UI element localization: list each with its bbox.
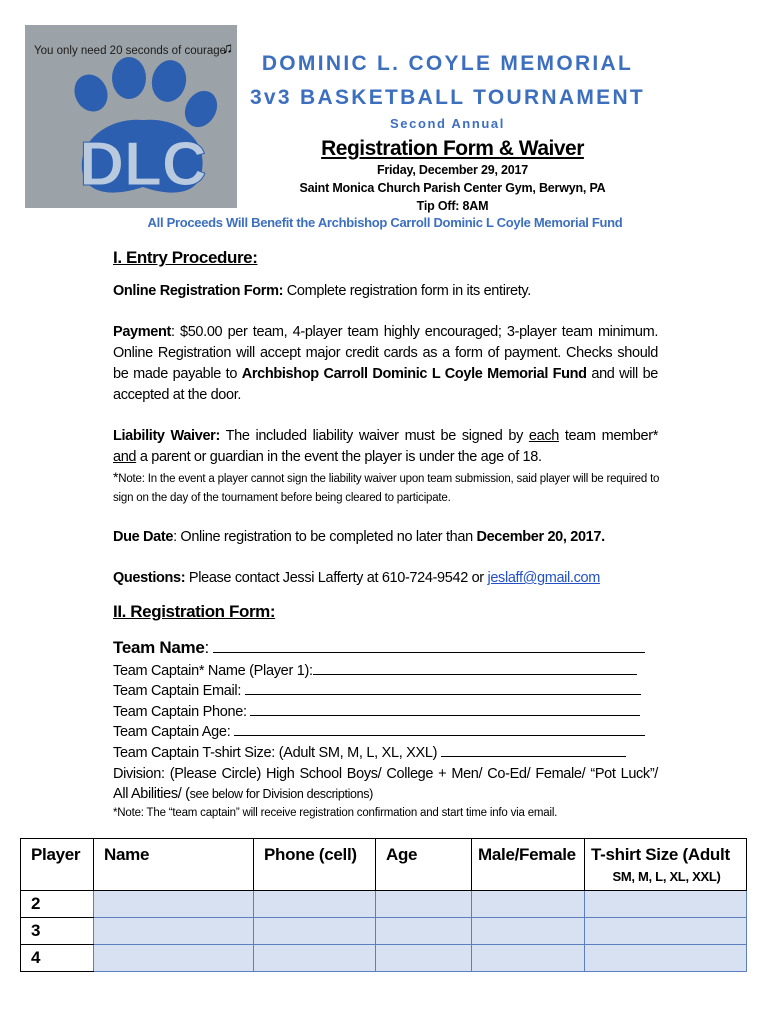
player-gender-cell[interactable] xyxy=(472,891,585,918)
header-name: Name xyxy=(94,839,254,891)
header-tshirt-label: T-shirt Size (Adult xyxy=(591,845,730,864)
waiver-text-2: team member* xyxy=(558,428,658,444)
player-name-cell[interactable] xyxy=(94,891,254,918)
player-tshirt-cell[interactable] xyxy=(585,918,747,945)
team-name-colon: : xyxy=(204,638,209,657)
player-phone-cell[interactable] xyxy=(254,945,376,972)
captain-phone-field[interactable] xyxy=(113,702,663,722)
captain-tshirt-label: Team Captain T-shirt Size: (Adult SM, M, L, XL, XXL) xyxy=(113,745,438,761)
player-tshirt-cell[interactable] xyxy=(585,891,747,918)
music-note-icon: ♫ xyxy=(222,40,234,57)
form-title: Registration Form & Waiver xyxy=(321,137,584,160)
captain-note: *Note: The “team captain” will receive registration confirmation and start time info via email. xyxy=(113,807,558,819)
title-line-1: DOMINIC L. COYLE MEMORIAL xyxy=(261,52,634,75)
captain-email-label: Team Captain Email: xyxy=(113,683,242,699)
header-gender: Male/Female xyxy=(472,839,585,891)
waiver-and: and xyxy=(113,449,137,465)
team-name-label: Team Name xyxy=(113,638,205,657)
division-note: see below for Division descriptions) xyxy=(189,787,373,802)
table-row xyxy=(21,891,747,918)
contact-email-link[interactable]: jeslaff@gmail.com xyxy=(487,570,600,586)
logo-tagline: You only need 20 seconds of courage xyxy=(34,45,227,57)
payment-tail: and will be accepted at the door. xyxy=(113,366,659,403)
player-age-cell[interactable] xyxy=(376,918,472,945)
player-phone-cell[interactable] xyxy=(254,918,376,945)
player-number: 3 xyxy=(21,918,94,945)
questions-label: Questions: xyxy=(113,570,186,586)
captain-age-label: Team Captain Age: xyxy=(113,724,231,740)
captain-phone-blank[interactable] xyxy=(250,703,640,716)
waiver-note-text: Note: In the event a player cannot sign the liability waiver upon team submission, said player will be required to sign on the day of the tournament before being cleared to participate. xyxy=(113,473,660,504)
payment-payee: Archbishop Carroll Dominic L Coyle Memorial Fund xyxy=(241,366,587,382)
player-age-cell[interactable] xyxy=(376,891,472,918)
logo-initials: DLC xyxy=(79,130,207,199)
captain-age-blank[interactable] xyxy=(234,723,645,736)
captain-email-blank[interactable] xyxy=(245,682,641,695)
table-header-row xyxy=(21,839,747,891)
table-row xyxy=(21,945,747,972)
captain-name-label: Team Captain* Name (Player 1): xyxy=(113,663,313,679)
subtitle: Second Annual xyxy=(390,116,505,131)
due-date-paragraph xyxy=(113,527,658,548)
header-age: Age xyxy=(376,839,472,891)
captain-age-field[interactable] xyxy=(113,722,663,742)
captain-phone-label: Team Captain Phone: xyxy=(113,704,247,720)
player-name-cell[interactable] xyxy=(94,945,254,972)
captain-email-field[interactable] xyxy=(113,681,663,701)
due-label: Due Date xyxy=(113,529,174,545)
registration-heading: II. Registration Form: xyxy=(113,602,276,621)
players-table xyxy=(20,838,747,972)
waiver-label: Liability Waiver: xyxy=(113,428,220,444)
event-date: Friday, December 29, 2017 xyxy=(376,163,529,177)
online-text: Complete registration form in its entirety. xyxy=(283,283,531,299)
online-registration-paragraph xyxy=(113,281,658,302)
due-text: : Online registration to be completed no later than xyxy=(173,529,477,545)
header-phone: Phone (cell) xyxy=(254,839,376,891)
tip-off: Tip Off: 8AM xyxy=(416,199,489,213)
waiver-paragraph xyxy=(113,426,658,468)
entry-heading: I. Entry Procedure: xyxy=(113,248,258,267)
due-date: December 20, 2017. xyxy=(476,529,605,545)
player-gender-cell[interactable] xyxy=(472,918,585,945)
note-star: * xyxy=(113,469,119,485)
captain-tshirt-field[interactable] xyxy=(113,743,663,763)
payment-paragraph xyxy=(113,322,658,406)
captain-name-field[interactable] xyxy=(113,661,663,681)
questions-paragraph xyxy=(113,568,658,589)
payment-text: : $50.00 per team, 4-player team highly encouraged; 3-player team minimum. Online Registration will accept major credit cards as a form of payment. Checks should be made payable to xyxy=(113,324,658,382)
title-line-2: 3v3 BASKETBALL TOURNAMENT xyxy=(249,86,646,109)
captain-name-blank[interactable] xyxy=(313,662,637,675)
captain-tshirt-blank[interactable] xyxy=(441,744,626,757)
event-location: Saint Monica Church Parish Center Gym, Berwyn, PA xyxy=(299,181,606,195)
proceeds-note: All Proceeds Will Benefit the Archbishop Carroll Dominic L Coyle Memorial Fund xyxy=(147,215,623,230)
online-label: Online Registration Form: xyxy=(113,283,284,299)
table-row xyxy=(21,918,747,945)
player-number: 4 xyxy=(21,945,94,972)
player-gender-cell[interactable] xyxy=(472,945,585,972)
player-number: 2 xyxy=(21,891,94,918)
waiver-text-1: The included liability waiver must be signed by xyxy=(219,428,529,444)
player-phone-cell[interactable] xyxy=(254,891,376,918)
player-name-cell[interactable] xyxy=(94,918,254,945)
questions-text: Please contact Jessi Lafferty at 610-724-9542 or xyxy=(185,570,488,586)
team-name-blank[interactable] xyxy=(213,640,645,653)
player-tshirt-cell[interactable] xyxy=(585,945,747,972)
header-player: Player xyxy=(21,839,94,891)
dlc-logo xyxy=(25,25,237,208)
division-paragraph xyxy=(113,764,658,805)
waiver-text-3: a parent or guardian in the event the player is under the age of 18. xyxy=(136,449,542,465)
team-name-field[interactable] xyxy=(113,638,645,658)
player-age-cell[interactable] xyxy=(376,945,472,972)
header-tshirt xyxy=(585,839,747,891)
waiver-each: each xyxy=(528,428,559,444)
header-tshirt-sizes: SM, M, L, XL, XXL) xyxy=(612,869,721,884)
payment-label: Payment xyxy=(113,324,171,340)
waiver-note xyxy=(113,468,663,508)
division-text: Division: (Please Circle) High School Boys/ College + Men/ Co-Ed/ Female/ “Pot Luck”/ All Abilities/ ( xyxy=(113,766,658,803)
